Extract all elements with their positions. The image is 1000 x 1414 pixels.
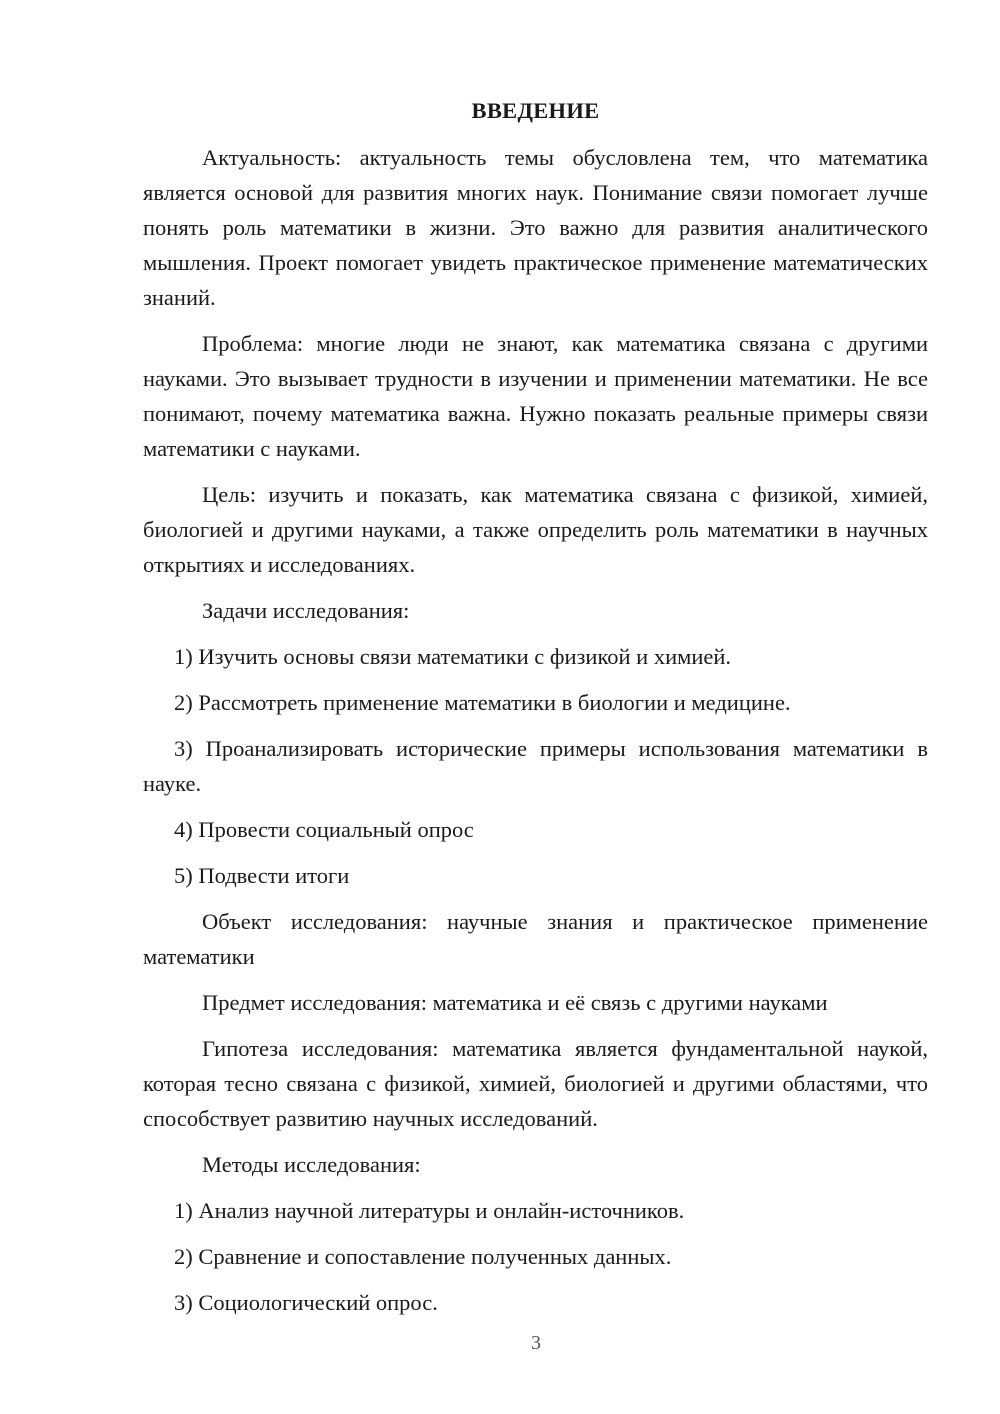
subject-paragraph: Предмет исследования: математика и её связь с другими науками xyxy=(202,990,828,1015)
relevance-paragraph: Актуальность: актуальность темы обусловлена тем, что математика является основой для развития многих наук. Понимание связи помогает лучше понять роль математики в жизни. Это важно для развития аналитического мышления. Проект помогает увидеть практическое применение математических знаний. xyxy=(143,145,928,310)
object-paragraph: Объект исследования: научные знания и практическое применение математики xyxy=(143,909,928,969)
method-item: 2) Сравнение и сопоставление полученных данных. xyxy=(174,1244,672,1269)
task-item: 3) Проанализировать исторические примеры использования математики в науке. xyxy=(143,736,928,796)
page-number: 3 xyxy=(531,1332,541,1354)
tasks-label: Задачи исследования: xyxy=(202,598,410,623)
page-title: ВВЕДЕНИЕ xyxy=(471,98,600,123)
methods-label: Методы исследования: xyxy=(202,1152,421,1177)
method-item: 3) Социологический опрос. xyxy=(174,1290,438,1315)
method-item: 1) Анализ научной литературы и онлайн-источников. xyxy=(174,1198,685,1223)
task-item: 1) Изучить основы связи математики с физикой и химией. xyxy=(174,644,732,669)
task-item: 4) Провести социальный опрос xyxy=(174,817,474,842)
task-item: 2) Рассмотреть применение математики в биологии и медицине. xyxy=(174,690,791,715)
problem-paragraph: Проблема: многие люди не знают, как математика связана с другими науками. Это вызывает трудности в изучении и применении математики. Не все понимают, почему математика важна. Нужно показать реальные примеры связи математики с науками. xyxy=(143,331,928,461)
goal-paragraph: Цель: изучить и показать, как математика связана с физикой, химией, биологией и другими науками, а также определить роль математики в научных открытиях и исследованиях. xyxy=(143,482,928,577)
page-content xyxy=(143,96,928,1331)
task-item: 5) Подвести итоги xyxy=(174,863,350,888)
hypothesis-paragraph: Гипотеза исследования: математика является фундаментальной наукой, которая тесно связана с физикой, химией, биологией и другими областями, что способствует развитию научных исследований. xyxy=(143,1036,928,1131)
